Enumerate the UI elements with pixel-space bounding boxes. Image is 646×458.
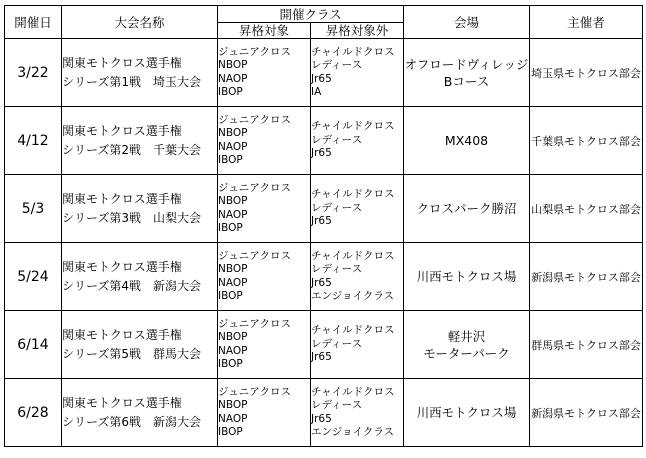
class-item: ジュニアクロス bbox=[218, 249, 291, 262]
race-name-line: 関東モトクロス選手権 bbox=[62, 327, 182, 342]
race-organizer: 群馬県モトクロス部会 bbox=[530, 311, 643, 379]
race-venue bbox=[404, 175, 530, 243]
venue-line: 川西モトクロス場 bbox=[416, 269, 517, 284]
race-organizer: 新潟県モトクロス部会 bbox=[530, 243, 643, 311]
class-item: NAOP bbox=[218, 140, 248, 153]
class-item: レディース bbox=[311, 337, 363, 350]
header-date: 開催日 bbox=[5, 6, 62, 39]
venue-line: 軽井沢 bbox=[447, 328, 486, 344]
race-name bbox=[62, 39, 218, 107]
race-name-line: シリーズ第2戦 千葉大会 bbox=[62, 142, 202, 157]
class-item: NBOP bbox=[218, 127, 248, 140]
ineligible-classes bbox=[311, 39, 404, 107]
class-item: チャイルドクロス bbox=[311, 188, 395, 201]
class-item: IBOP bbox=[218, 221, 243, 234]
eligible-classes bbox=[218, 107, 311, 175]
header-eligible: 昇格対象 bbox=[218, 23, 311, 39]
race-venue bbox=[404, 107, 530, 175]
class-item: レディース bbox=[311, 201, 363, 214]
race-name-line: 関東モトクロス選手権 bbox=[62, 55, 182, 70]
class-item: チャイルドクロス bbox=[311, 45, 395, 58]
class-item: エンジョイクラス bbox=[311, 425, 395, 438]
race-date: 5/24 bbox=[5, 243, 62, 311]
ineligible-classes bbox=[311, 311, 404, 379]
class-item: レディース bbox=[311, 263, 363, 276]
header-ineligible: 昇格対象外 bbox=[311, 23, 404, 39]
class-item: ジュニアクロス bbox=[218, 45, 291, 58]
race-rows bbox=[5, 39, 643, 447]
class-item: NAOP bbox=[218, 276, 248, 289]
header-organizer: 主催者 bbox=[530, 6, 643, 39]
venue-line: モーターパーク bbox=[423, 345, 510, 361]
race-name bbox=[62, 243, 218, 311]
race-venue bbox=[404, 243, 530, 311]
table-row bbox=[5, 107, 643, 175]
class-item: Jr65 bbox=[311, 412, 332, 425]
race-name-line: シリーズ第4戦 新潟大会 bbox=[62, 278, 202, 293]
class-item: チャイルドクロス bbox=[311, 324, 395, 337]
class-item: NAOP bbox=[218, 344, 248, 357]
class-item: IBOP bbox=[218, 357, 243, 370]
class-item: ジュニアクロス bbox=[218, 385, 291, 398]
class-item: レディース bbox=[311, 399, 363, 412]
eligible-classes bbox=[218, 379, 311, 447]
table-row bbox=[5, 175, 643, 243]
race-name bbox=[62, 175, 218, 243]
class-item: NAOP bbox=[218, 412, 248, 425]
header-row bbox=[5, 6, 643, 23]
race-name-line: シリーズ第5戦 群馬大会 bbox=[62, 346, 202, 361]
class-item: Jr65 bbox=[311, 215, 332, 228]
venue-line: Bコース bbox=[443, 73, 490, 89]
class-item: NAOP bbox=[218, 208, 248, 221]
class-item: Jr65 bbox=[311, 147, 332, 160]
class-item: Jr65 bbox=[311, 72, 332, 85]
race-date: 3/22 bbox=[5, 39, 62, 107]
race-name-line: シリーズ第3戦 山梨大会 bbox=[62, 210, 202, 225]
class-item: エンジョイクラス bbox=[311, 289, 395, 302]
ineligible-classes bbox=[311, 243, 404, 311]
class-item: NBOP bbox=[218, 331, 248, 344]
venue-line: クロスパーク勝沼 bbox=[416, 201, 517, 216]
class-item: チャイルドクロス bbox=[311, 120, 395, 133]
race-name bbox=[62, 311, 218, 379]
class-item: チャイルドクロス bbox=[311, 249, 395, 262]
race-name bbox=[62, 107, 218, 175]
race-name-line: シリーズ第1戦 埼玉大会 bbox=[62, 74, 202, 89]
table-row bbox=[5, 379, 643, 447]
eligible-classes bbox=[218, 175, 311, 243]
race-venue bbox=[404, 39, 530, 107]
class-item: レディース bbox=[311, 59, 363, 72]
table-row bbox=[5, 311, 643, 379]
class-item: IBOP bbox=[218, 153, 243, 166]
race-name-line: シリーズ第6戦 新潟大会 bbox=[62, 414, 202, 429]
class-item: IBOP bbox=[218, 289, 243, 302]
class-item: Jr65 bbox=[311, 351, 332, 364]
race-name-line: 関東モトクロス選手権 bbox=[62, 259, 182, 274]
race-date: 6/14 bbox=[5, 311, 62, 379]
header-class-group: 開催クラス bbox=[218, 6, 404, 23]
table-row bbox=[5, 39, 643, 107]
ineligible-classes bbox=[311, 175, 404, 243]
class-item: NBOP bbox=[218, 59, 248, 72]
race-date: 5/3 bbox=[5, 175, 62, 243]
eligible-classes bbox=[218, 311, 311, 379]
class-item: チャイルドクロス bbox=[311, 385, 395, 398]
venue-line: 川西モトクロス場 bbox=[416, 405, 517, 420]
header-venue: 会場 bbox=[404, 6, 530, 39]
class-item: IA bbox=[311, 85, 322, 98]
venue-line: MX408 bbox=[444, 133, 489, 148]
eligible-classes bbox=[218, 39, 311, 107]
race-date: 4/12 bbox=[5, 107, 62, 175]
class-item: NBOP bbox=[218, 195, 248, 208]
class-item: NBOP bbox=[218, 399, 248, 412]
class-item: NAOP bbox=[218, 72, 248, 85]
table-row bbox=[5, 243, 643, 311]
race-name-line: 関東モトクロス選手権 bbox=[62, 123, 182, 138]
race-name-line: 関東モトクロス選手権 bbox=[62, 395, 182, 410]
race-organizer: 新潟県モトクロス部会 bbox=[530, 379, 643, 447]
race-schedule-table bbox=[4, 5, 643, 447]
race-organizer: 埼玉県モトクロス部会 bbox=[530, 39, 643, 107]
class-item: NBOP bbox=[218, 263, 248, 276]
ineligible-classes bbox=[311, 379, 404, 447]
race-organizer: 千葉県モトクロス部会 bbox=[530, 107, 643, 175]
class-item: ジュニアクロス bbox=[218, 181, 291, 194]
race-name bbox=[62, 379, 218, 447]
class-item: IBOP bbox=[218, 85, 243, 98]
eligible-classes bbox=[218, 243, 311, 311]
race-name-line: 関東モトクロス選手権 bbox=[62, 191, 182, 206]
class-item: ジュニアクロス bbox=[218, 317, 291, 330]
race-organizer: 山梨県モトクロス部会 bbox=[530, 175, 643, 243]
class-item: IBOP bbox=[218, 425, 243, 438]
class-item: ジュニアクロス bbox=[218, 113, 291, 126]
race-venue bbox=[404, 311, 530, 379]
race-venue bbox=[404, 379, 530, 447]
ineligible-classes bbox=[311, 107, 404, 175]
race-date: 6/28 bbox=[5, 379, 62, 447]
header-race-name: 大会名称 bbox=[62, 6, 218, 39]
class-item: レディース bbox=[311, 133, 363, 146]
venue-line: オフロードヴィレッジ bbox=[404, 56, 529, 72]
class-item: Jr65 bbox=[311, 276, 332, 289]
